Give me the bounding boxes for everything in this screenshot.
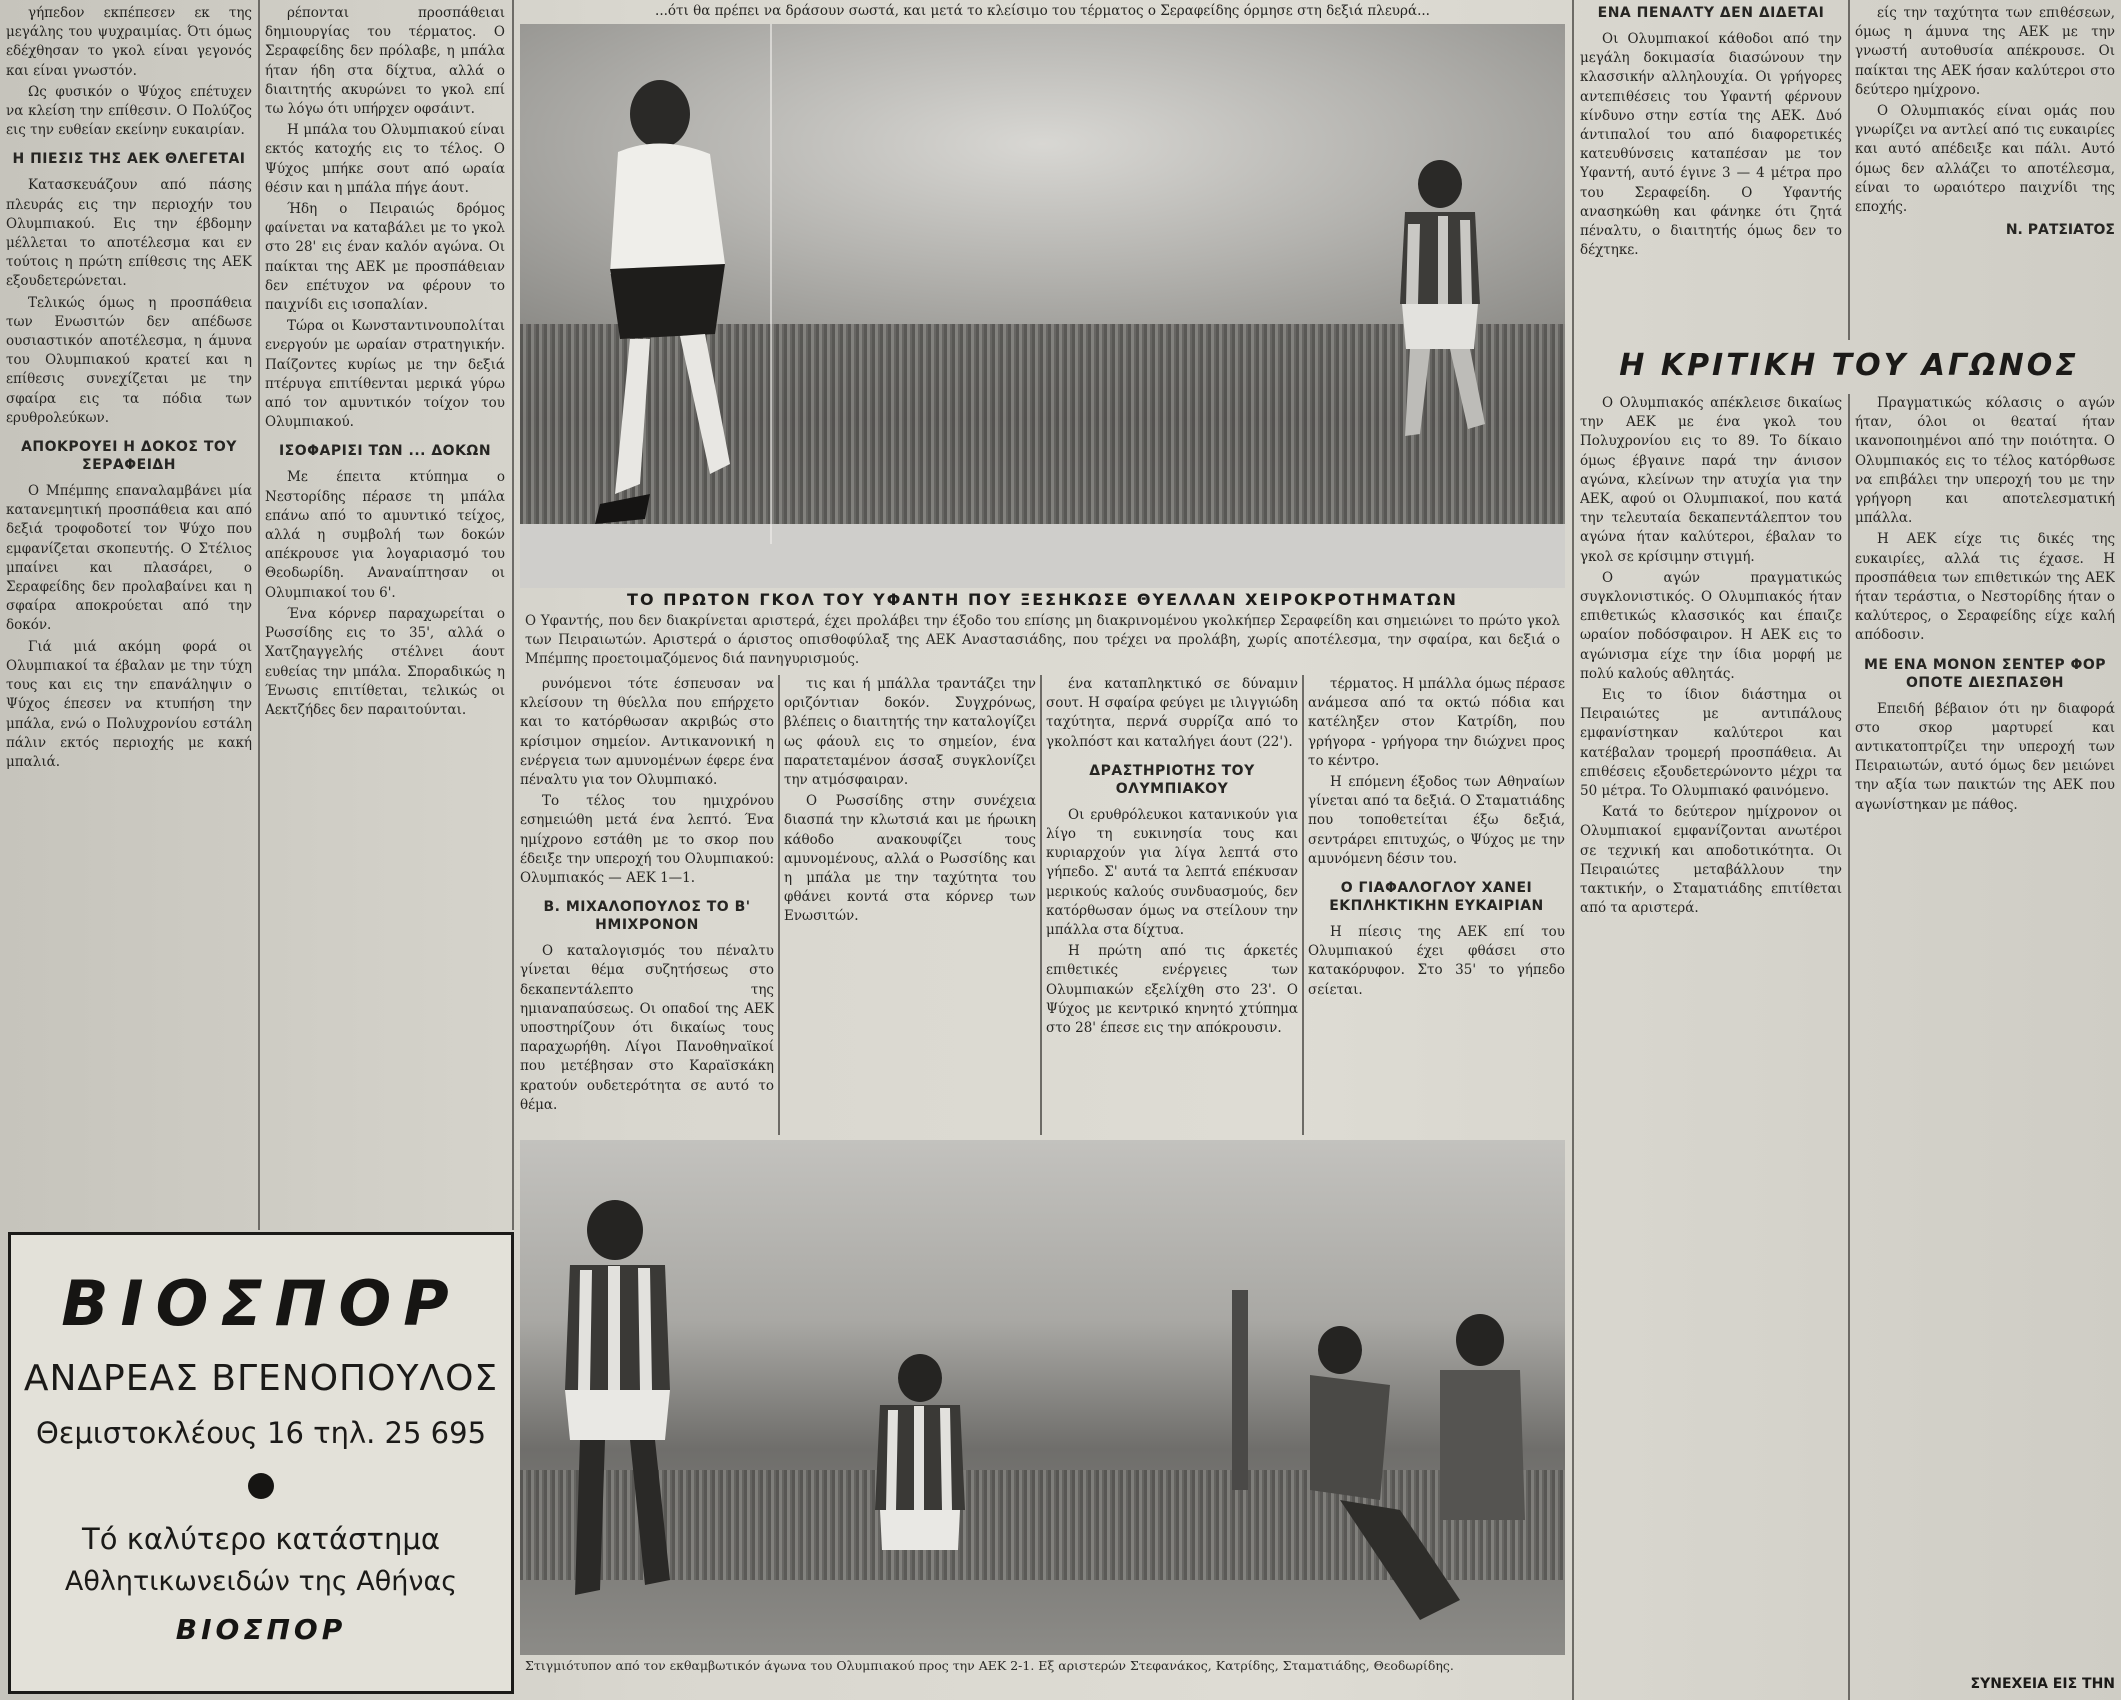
article-column-2 <box>265 4 505 1222</box>
col1-paragraph-3: Κατασκευάζουν από πάσης πλευράς εις την περιοχήν του Ολυμπιακού. Εις την έβδομην μέλλεται το αποτέλεσμα και εν τούτοις η πρώτη επίθεσις της ΑΕΚ εξουδετερώνεται. <box>6 177 252 290</box>
top-strip-text: ...ότι θα πρέπει να δράσουν σωστά, και μετά το κλείσιμο του τέρματος ο Σεραφείδης όρμησε στη δεξιά πλευρά... <box>655 3 1430 19</box>
column-divider <box>1572 0 1574 1700</box>
mid-column-2 <box>784 675 1036 1140</box>
col1-paragraph-6: Γιά μιά ακόμη φορά οι Ολυμπιακοί τα έβαλαν με την τύχη τους και εις την επανάληψιν ο Ψύχος έπεσεν να κτυπήση την μπάλα, ενώ ο Πολυχρονίου εστάλη πάλιν εκτός περιοχής με κακή μπαλιά. <box>6 638 252 770</box>
ad-tagline-2: Αθλητικωνειδών της Αθήνας <box>64 1566 458 1597</box>
ad-owner: ΑΝΔΡΕΑΣ ΒΓΕΝΟΠΟΥΛΟΣ <box>23 1358 499 1399</box>
col1-paragraph-5: Ο Μπέμπης επαναλαμβάνει μία κατανεμητική προσπάθεια και από δεξιά τροφοδοτεί τον Ψύχο που εμφανίζεται σκοπευτής. Ο Στέλιος μπαίνει και πλασάρει, ο Σεραφείδης δεν προλαβαίνει και η σφαίρα αποκρούεται από την δοκόν. <box>6 483 252 634</box>
goalkeeper-figure <box>1280 1300 1550 1640</box>
mid1-paragraph-1: ρυνόμενοι τότε έσπευσαν να κλείσουν τη θύελλα που επήρχετο και το κατόρθωσαν ακριβώς στο κρίσιμον σημείον. Αντικανονική η ενέργεια των αμυνομένων έφερε ένα πέναλτυ για τον Ολυμπιακό. <box>520 676 774 789</box>
goal-scorer-figure <box>540 64 780 544</box>
right2-paragraph-1: είς την ταχύτητα των επιθέσεων, όμως η άμυνα της ΑΕΚ με την γνωστή αυτοθυσία απέκρουσε. Οι παίκται της ΑΕΚ ήσαν καλύτεροι στο δεύτερο ημίχρονο. <box>1855 5 2115 98</box>
col2-paragraph-4: Τώρα οι Κωνσταντινουπολίται ενεργούν με ωραίαν στρατηγικήν. Παίζοντες κυρίως με την δεξιά πτέρυγα επιτίθενται μερικά γύρω από τον αμυντικόν τοίχον του Ολυμπιακού. <box>265 318 505 431</box>
photo1-caption: Ο Υφαντής, που δεν διακρίνεται αριστερά, έχει προλάβει την έξοδο του επίσης μη διακρινομένου γκολκήπερ Σεραφείδη και σημειώνει το πρώτο γκολ των Πειραιωτών. Αριστερά ο άριστος οπισθοφύλαξ της ΑΕΚ Αναστασιάδης, που τρέχει να προλάβη, χωρίς αποτέλεσμα, την σφαίρα, και δεξιά ο Μπέμπης προετοιμαζόμενος διά πανηγυρισμούς. <box>525 613 1560 667</box>
column-divider <box>1040 675 1042 1135</box>
photo1-caption-title: ΤΟ ΠΡΩΤΟΝ ΓΚΟΛ ΤΟΥ ΥΦΑΝΤΗ ΠΟΥ ΞΕΣΗΚΩΣΕ ΘΥΕΛΛΑΝ ΧΕΙΡΟΚΡΟΤΗΜΑΤΩΝ <box>627 590 1458 609</box>
continued-notice: ΣΥΝΕΧΕΙΑ ΕΙΣ ΤΗΝ <box>1970 1676 2115 1692</box>
col2-paragraph-2: Η μπάλα του Ολυμπιακού είναι εκτός κατοχής εις το τέλος. Ο Ψύχος μπήκε σουτ από ωραία θέσιν και η μπάλα πήγε άουτ. <box>265 122 505 196</box>
goal-photo <box>520 24 1565 588</box>
col1-paragraph-4: Τελικώς όμως η προσπάθεια των Ενωσιτών δεν απέδωσε ουσιαστικόν αποτέλεσμα, η άμυνα του Ολυμπιακού κρατεί και η επίθεσις συνεχίζεται με την σφαίρα εις τα πόδια των ερυθρολεύκων. <box>6 294 252 426</box>
critique-a-paragraph-3: Εις το ίδιον διάστημα οι Πειραιώτες με αντιπάλους εμφανίστηκαν καλύτεροι και κατέβαλαν τρομερή προσπάθεια. Αι επιθέσεις εξουδετερώνοντο μέχρι τα 50 μέτρα. Το Ολυμπιακό φαινόμενο. <box>1580 687 1842 800</box>
mid1-paragraph-3: Ο καταλογισμός του πέναλτυ γίνεται θέμα συζητήσεως στο δεκαπεντάλεπτο της ημιαναπαύσεως. Οι οπαδοί της ΑΕΚ υποστηρίζουν ότι δικαίως τους παραχωρήθη. Λίγοι Πανοθηναϊκοί που μετέβησαν στο Καραϊσκάκη κρατούν ουδετερότητα σε αυτό το θέμα. <box>520 943 774 1113</box>
article-column-1 <box>6 4 252 1222</box>
penalty-subheading: ΕΝΑ ΠΕΝΑΛΤΥ ΔΕΝ ΔΙΔΕΤΑΙ <box>1597 5 1825 21</box>
mid-column-3 <box>1046 675 1298 1140</box>
ad-brand: ΒΙΟΣΠΟΡ <box>61 1267 461 1340</box>
mid2-paragraph-1: τις και ή μπάλλα τραντάζει την οριζόντιαν δοκόν. Συγχρόνως, βλέπεις ο διαιτητής την καταλογίζει ως φάουλ εις το σημείον, ένα παρατεταμένον άσσαξ συγκλονίζει την ατμόσφαιραν. <box>784 676 1036 789</box>
critique-column-b <box>1855 394 2115 1666</box>
col2-paragraph-5: Με έπειτα κτύπημα ο Νεστορίδης πέρασε τη μπάλα επάνω από το αμυντικό τείχος, αλλά η συμβολή των δοκών απέκρουσε για λογαριασμό του Θεοδωρίδη. Αναναίπτησαν οι Ολυμπιακοί του 6'. <box>265 469 505 601</box>
column-divider <box>778 675 780 1135</box>
critique-a-paragraph-2: Ο αγών πραγματικώς συγκλονιστικός. Ο Ολυμπιακός ήταν επιθετικώς κλασσικός και έπαιζε ωραίον ποδόσφαιρον. Η ΑΕΚ εις το αγώνισμα είχε την ίδια μορφή με πολύ καλούς αθλητάς. <box>1580 569 1842 682</box>
critique-headline: Η ΚΡΙΤΙΚΗ ΤΟΥ ΑΓΩΝΟΣ <box>1619 348 2079 383</box>
ad-address: Θεμιστοκλέους 16 τηλ. 25 695 <box>35 1416 487 1450</box>
column-divider <box>512 0 514 1230</box>
opponent-player-figure <box>1350 154 1530 454</box>
mid2-paragraph-2: Ο Ρωσσίδης στην συνέχεια διασπά την κλωτσιά και με ήρωικη κάθοδο ανακουφίζει τους αμυνομένους, αλλά ο Ρωσσίδης και η μπάλα με την ταχύτητα του φθάνει κοντά στα κόρνερ των Ενωσιτών. <box>784 793 1036 925</box>
mid4-subheading: Ο ΓΙΑΦΑΛΟΓΛΟΥ ΧΑΝΕΙ ΕΚΠΛΗΚΤΙΚΗΝ ΕΥΚΑΙΡΙΑΝ <box>1329 880 1544 915</box>
mid4-paragraph-3: Η πίεσις της ΑΕΚ επί του Ολυμπιακού έχει φθάσει στο κατακόρυφον. Στο 35' το γήπεδο σείεται. <box>1308 924 1565 998</box>
col2-paragraph-6: Ένα κόρνερ παραχωρείται ο Ρωσσίδης εις το 35', αλλά ο Χατζηαγγελής στέλνει άουτ ευθείας την μπάλα. Σποραδικώς η Ένωσις επιτίθεται, τελικώς οι Αεκτζήδες δεν παραιτούνται. <box>265 605 505 718</box>
critique-b-subheading: ΜΕ ΕΝΑ ΜΟΝΟΝ ΣΕΝΤΕΡ ΦΟΡ ΟΠΟΤΕ ΔΙΕΣΠΑΣΘΗ <box>1863 656 2107 691</box>
critique-b-paragraph-1: Πραγματικώς κόλασις ο αγών ήταν, όλοι οι θεαταί ήταν ικανοποιημένοι από την ποιότητα. Ο Ολυμπιακός εις το τέλος κατόρθωσε να επιβάλει την υπεροχή του με την γρήγορη και αποτελεσματική μπάλλα. <box>1855 395 2115 527</box>
right1-paragraph-1: Οι Ολυμπιακοί κάθοδοι από την μεγάλη δοκιμασία διασώνουν την κλασσικήν αλληλουχία. Οι γρήγορες αντεπιθέσεις του Υφαντή φέρνουν κίνδυνο στην εστία της ΑΕΚ. Δυό άντιπαλοί του από διαφορετικές κατευθύνσεις καταπέσαν με τον Υφαντή, αυτό έγινε 3 — 4 μέτρα προ του Σεραφείδη. Ο Υφαντής ανασηκώθη και φάνηκε ότι ζητά πέναλτυ, ο διαιτητής όμως δεν το δέχτηκε. <box>1580 31 1842 259</box>
critique-a-paragraph-4: Κατά το δεύτερον ημίχρονον οι Ολυμπιακοί εμφανίζονται ανωτέροι σε τεχνική και αποδοτικότητα. Οι Πειραιώτες μεταβάλλουν την τακτικήν, ο Σταματιάδης επιτίθεται από τα αριστερά. <box>1580 804 1842 917</box>
right-column-upper-1 <box>1580 4 1842 339</box>
striped-player-left <box>520 1190 700 1640</box>
col1-subheading-1: Η ΠΙΕΣΙΣ ΤΗΣ ΑΕΚ ΘΛΕΓΕΤΑΙ <box>12 151 246 168</box>
mid4-paragraph-1: τέρματος. Η μπάλλα όμως πέρασε ανάμεσα από τα οκτώ πόδια και κατέληξεν στον Κατρίδη, που γρήγορα - γρήγορα την διώχνει προς το κέντρο. <box>1308 676 1565 769</box>
column-divider <box>258 0 260 1230</box>
col1-subheading-2: ΑΠΟΚΡΟΥΕΙ Η ΔΟΚΟΣ ΤΟΥ ΣΕΡΑΦΕΙΔΗ <box>21 439 237 474</box>
mid-column-1 <box>520 675 774 1140</box>
ad-brand-footer: ΒΙΟΣΠΟΡ <box>175 1613 347 1646</box>
column-divider <box>1848 0 1850 340</box>
col2-paragraph-3: Ήδη ο Πειραιώς δρόμος φαίνεται να καταβάλει με το γκολ στο 28' εις έναν καλόν αγώνα. Οι παίκται της ΑΕΚ με προσπάθειαν δεν επέτυχον να φέρουν το παιχνίδι εις ισοπαλίαν. <box>265 201 505 314</box>
biospor-advertisement <box>8 1232 514 1694</box>
col1-paragraph-1: γήπεδον εκπέπεσεν εκ της μεγάλης του ψυχραιμίας. Ότι όμως εδέχθησαν το γκολ είναι γεγονός και είναι γνωστόν. <box>6 5 252 79</box>
right-column-upper-2 <box>1855 4 2115 339</box>
critique-a-paragraph-1: Ο Ολυμπιακός απέκλεισε δικαίως την ΑΕΚ με ένα γκολ του Πολυχρονίου εις το 89. Το δίκαιο όμως έβγαινε παρά την άνισον αγώνα, κλείνων την ατυχία για την ΑΕΚ, αφού οι Ολυμπιακοί, που κατά την τελευταία δεκαπεντάλεπτον του αγώνα ήταν καλύτεροι, έβαλαν το γκολ σε κρίσιμην στιγμή. <box>1580 395 1842 565</box>
col2-subheading-2: ΙΣΟΦΑΡΙΣΙ ΤΩΝ ... ΔΟΚΩΝ <box>278 443 492 460</box>
critique-b-paragraph-3: Επειδή βέβαιον ότι ην διαφορά στο σκορ μαρτυρεί και αντικατοπτρίζει την υπεροχή των Πειραιωτών, αυτό όμως δεν μειώνει την αξία των παικτών της ΑΕΚ που αγωνίστηκαν με πάθος. <box>1855 700 2115 813</box>
mid-column-4 <box>1308 675 1565 1140</box>
photo2-caption: Στιγμιότυπον από τον εκθαμβωτικόν άγωνα του Ολυμπιακού προς την ΑΕΚ 2-1. Εξ αριστερών Στεφανάκος, Κατρίδης, Σταματιάδης, Θεοδωρίδης. <box>525 1658 1454 1673</box>
bullet-dot <box>248 1473 274 1499</box>
critique-b-paragraph-2: Η ΑΕΚ είχε τις δικές της ευκαιρίες, αλλά τις έχασε. Η προσπάθεια των επιθετικών της ΑΕΚ ήταν τεράστια, ο Νεστορίδης ήταν ο καλύτερος, ο Σεραφείδης είχε καλή απόδοσιν. <box>1855 531 2115 644</box>
mid4-paragraph-2: Η επόμενη έξοδος των Αθηναίων γίνεται από τα δεξιά. Ο Σταματιάδης που τοποθετείται έξω δεξιά, σεντράρει επιτυχώς, ο Ψύχος με την αμυνόμενη δέσιν του. <box>1308 774 1565 867</box>
column-divider <box>1848 394 1850 1700</box>
author-signature: Ν. ΡΑΤΣΙΑΤΟΣ <box>2005 222 2115 239</box>
striped-player-center <box>840 1350 1000 1650</box>
match-action-photo <box>520 1140 1565 1655</box>
mid3-paragraph-1: ένα καταπληκτικό σε δύναμιν σουτ. Η σφαίρα φεύγει με ιλιγγιώδη ταχύτητα, περνά συρρίζα από το γκολπόστ και καταλήγει άουτ (22'). <box>1046 676 1298 750</box>
col2-paragraph-1: ρέπονται προσπάθειαι δημιουργίας του τέρματος. Ο Σεραφείδης δεν πρόλαβε, η μπάλα ήταν ήδη στα δίχτυα, αλλά ο διαιτητής ακυρώνει το γκολ επί τω λόγω ότι υπήρχεν οφσάιντ. <box>265 5 505 118</box>
right2-paragraph-2: Ο Ολυμπιακός είναι ομάς που γνωρίζει να αντλεί από τις ευκαιρίες και αυτό απέδειξε και πάλι. Αυτό όμως δεν αλλάζει το αποτέλεσμα, είναι το ωραιότερο παιχνίδι της εποχής. <box>1855 103 2115 216</box>
mid3-paragraph-2: Οι ερυθρόλευκοι κατανικούν για λίγο τη ευκινησία τους και κυριαρχούν για λίγα λεπτά στο γήπεδο. Σ' αυτά τα λεπτά επέκυσαν μερικούς καλούς συνδυασμούς, δεν κατόρθωσαν όμως να στείλουν την μπάλλα στα δίχτυα. <box>1046 806 1298 939</box>
col1-paragraph-2: Ως φυσικόν ο Ψύχος επέτυχεν να κλείση την επίθεσιν. Ο Πολύζος εις την ευθείαν εκείνην ευκαιρίαν. <box>6 83 252 139</box>
mid3-paragraph-3: Η πρώτη από τις άρκετές επιθετικές ενέργειες των Ολυμπιακών εξελίχθη στο 23'. Ο Ψύχος με κεντρικό κηνητό χτύπημα στο 28' έπεσε εις την απόκρουσιν. <box>1046 943 1298 1037</box>
mid1-paragraph-2: Το τέλος του ημιχρόνου εσημειώθη μετά ένα λεπτό. Ένα ημίχρονο εστάθη με το σκορ που έδειξε την υπεροχή του Ολυμπιακού: Ολυμπιακός — ΑΕΚ 1—1. <box>520 793 774 887</box>
mid3-subheading: ΔΡΑΣΤΗΡΙΟΤΗΣ ΤΟΥ ΟΛΥΜΠΙΑΚΟΥ <box>1089 762 1255 797</box>
critique-column-a <box>1580 394 1842 1694</box>
column-divider <box>1302 675 1304 1135</box>
mid1-subheading: Β. ΜΙΧΑΛΟΠΟΥΛΟΣ ΤΟ Β' ΗΜΙΧΡΟΝΟΝ <box>543 899 751 934</box>
ad-tagline-1: Τό καλύτερο κατάστημα <box>82 1522 440 1556</box>
